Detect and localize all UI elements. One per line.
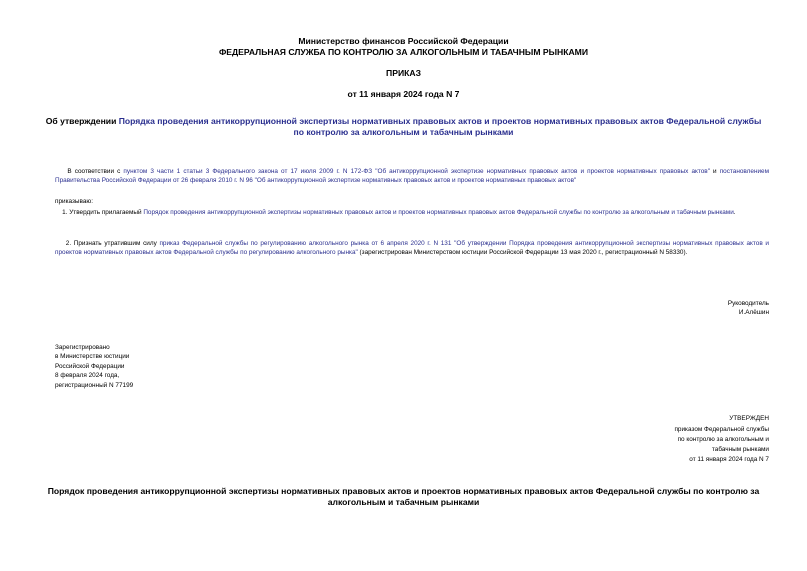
approval-line: от 11 января 2024 года N 7 — [689, 456, 769, 463]
approval-line: табачным рынками — [711, 446, 769, 453]
approval-line: приказом Федеральной службы — [674, 426, 769, 433]
basis-middle: и — [709, 168, 720, 175]
item1-suffix: . — [733, 209, 736, 216]
registration-line: в Министерстве юстиции — [55, 353, 130, 361]
order-word: приказываю: — [55, 198, 93, 205]
ministry-name: Министерство финансов Российской Федерации — [298, 36, 509, 46]
basis-prefix: В соответствии с — [67, 168, 124, 175]
item2-suffix: (зарегистрирован Министерством юстиции Российской Федерации 13 мая 2020 г., регистрационный N 58330). — [357, 249, 688, 256]
registration-line: регистрационный N 77199 — [55, 381, 134, 389]
item2-prefix: 2. Признать утратившим силу — [65, 240, 160, 247]
signature-name: И.Алёшин — [738, 309, 769, 316]
title-prefix: Об утверждении — [45, 116, 119, 126]
registration-block — [55, 343, 133, 390]
signature-position: Руководитель — [727, 300, 769, 307]
approval-heading: УТВЕРЖДЕН — [729, 415, 769, 422]
signature-block — [728, 299, 769, 317]
paragraph-item-1 — [55, 208, 769, 217]
repealed-order-link[interactable]: приказ Федеральной службы по регулированию алкогольного рынка от 6 апреля 2020 г. N 131 "Об утверждении Порядка проведения антикоррупционной экспертизы нормативных правовых актов и проектов нормативных правовых актов Федеральной службы по регулированию алкогольного рынка" — [55, 240, 769, 256]
document-type: ПРИКАЗ — [386, 68, 421, 78]
federal-law-link[interactable]: пунктом 3 части 1 статьи 3 Федерального закона от 17 июля 2009 г. N 172-ФЗ "Об антикоррупционной экспертизе нормативных правовых актов и проектов нормативных правовых актов" — [123, 168, 710, 175]
paragraph-basis — [55, 167, 769, 185]
registration-line: Зарегистрировано — [55, 344, 110, 351]
registration-line: Российской Федерации — [55, 362, 125, 370]
document-date: от 11 января 2024 года N 7 — [347, 89, 460, 99]
approval-line: по контролю за алкогольным и — [677, 436, 769, 443]
paragraph-item-2 — [55, 239, 769, 257]
approval-block — [674, 414, 769, 465]
service-name: ФЕДЕРАЛЬНАЯ СЛУЖБА ПО КОНТРОЛЮ ЗА АЛКОГОЛЬНЫМ И ТАБАЧНЫМ РЫНКАМИ — [218, 47, 589, 57]
title-link[interactable]: Порядка проведения антикоррупционной экспертизы нормативных правовых актов и проектов нормативных правовых актов Федеральной службы по контролю за алкогольным и табачным рынками — [118, 116, 762, 137]
government-decree-link[interactable]: постановлением Правительства Российской Федерации от 26 февраля 2010 г. N 96 "Об антикоррупционной экспертизе нормативных правовых актов и проектов нормативных правовых актов" — [55, 168, 769, 184]
document-title — [40, 116, 767, 138]
procedure-title: Порядок проведения антикоррупционной экспертизы нормативных правовых актов и проектов нормативных правовых актов Федеральной службы по контролю за алкогольным и табачным рынками — [47, 486, 760, 507]
registration-line: 8 февраля 2024 года, — [55, 372, 120, 380]
procedure-link[interactable]: Порядок проведения антикоррупционной экспертизы нормативных правовых актов и проектов нормативных правовых актов Федеральной службы по контролю за алкогольным и табачным рынками — [143, 209, 734, 216]
item1-prefix: 1. Утвердить прилагаемый — [62, 209, 144, 216]
